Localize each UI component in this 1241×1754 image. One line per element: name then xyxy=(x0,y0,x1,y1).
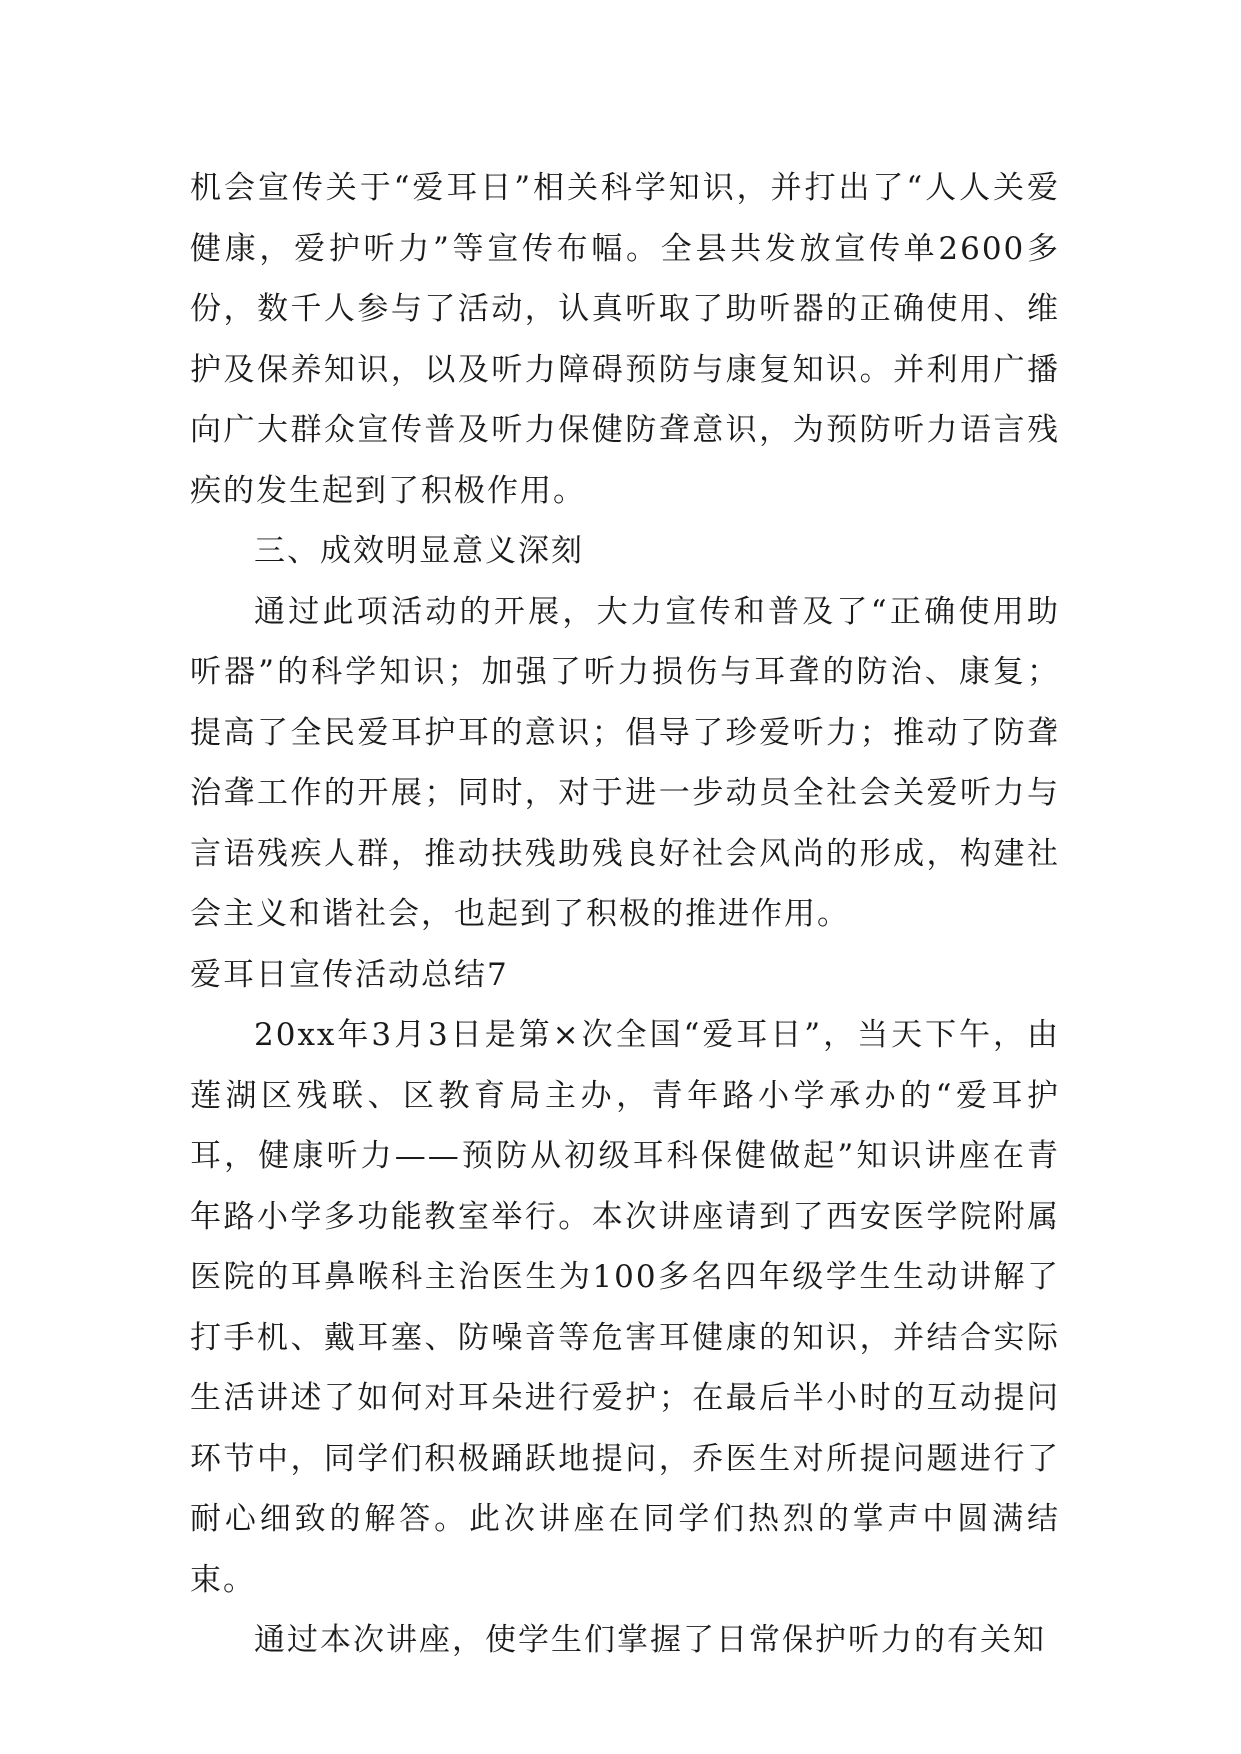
body-paragraph-4: 通过本次讲座，使学生们掌握了日常保护听力的有关知 xyxy=(254,1622,1046,1658)
section-subheading: 三、成效明显意义深刻 xyxy=(254,533,584,569)
document-body xyxy=(190,158,1060,1671)
body-paragraph-1: 机会宣传关于“爱耳日”相关科学知识，并打出了“人人关爱健康，爱护听力”等宣传布幅。全县共发放宣传单2600多份，数千人参与了活动，认真听取了助听器的正确使用、维护及保养知识，以及听力障碍预防与康复知识。并利用广播向广大群众宣传普及听力保健防聋意识，为预防听力语言残疾的发生起到了积极作用。 xyxy=(190,170,1060,509)
article-title: 爱耳日宣传活动总结7 xyxy=(190,956,509,993)
body-paragraph-3: 20xx年3月3日是第×次全国“爱耳日”，当天下午，由莲湖区残联、区教育局主办，青年路小学承办的“爱耳护耳，健康听力——预防从初级耳科保健做起”知识讲座在青年路小学多功能教室举行。本次讲座请到了西安医学院附属医院的耳鼻喉科主治医生为100多名四年级学生生动讲解了打手机、戴耳塞、防噪音等危害耳健康的知识，并结合实际生活讲述了如何对耳朵进行爱护；在最后半小时的互动提问环节中，同学们积极踊跃地提问，乔医生对所提问题进行了耐心细致的解答。此次讲座在同学们热烈的掌声中圆满结束。 xyxy=(190,1017,1060,1598)
body-paragraph-2: 通过此项活动的开展，大力宣传和普及了“正确使用助听器”的科学知识；加强了听力损伤与耳聋的防治、康复；提高了全民爱耳护耳的意识；倡导了珍爱听力；推动了防聋治聋工作的开展；同时，对于进一步动员全社会关爱听力与言语残疾人群，推动扶残助残良好社会风尚的形成，构建社会主义和谐社会，也起到了积极的推进作用。 xyxy=(190,593,1060,932)
